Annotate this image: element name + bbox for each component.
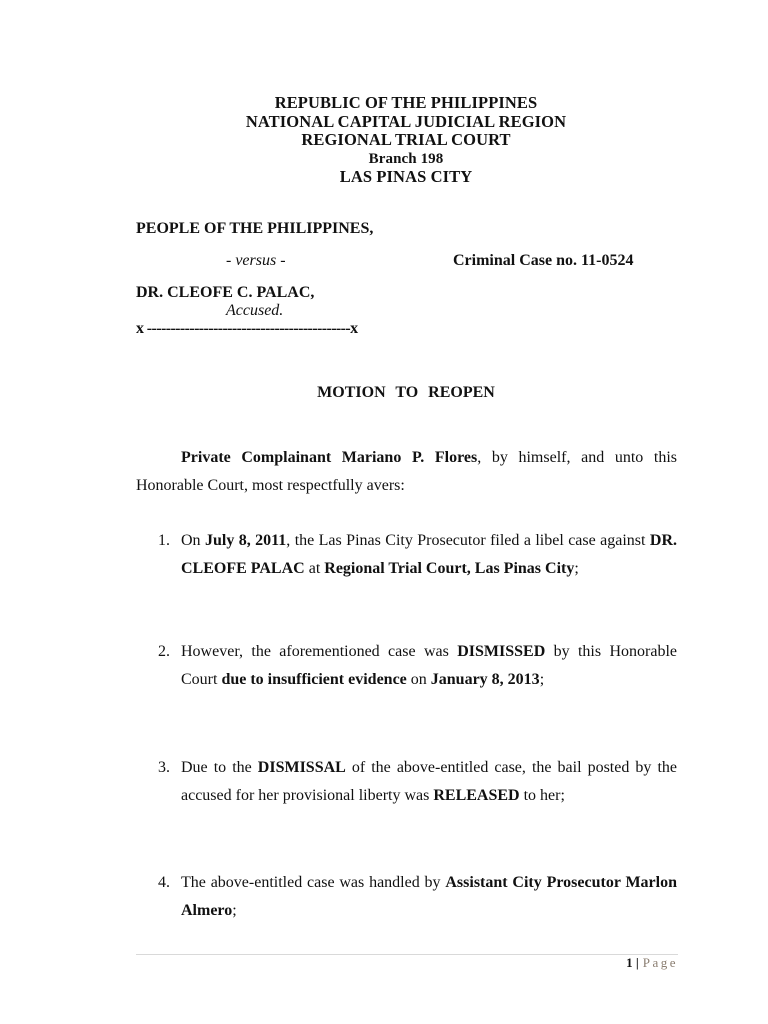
item-text: ; — [232, 901, 237, 919]
item-number: 1. — [158, 532, 170, 549]
header-branch: Branch 198 — [368, 150, 444, 167]
header-court: REGIONAL TRIAL COURT — [301, 130, 511, 149]
page-number: 1 — [626, 955, 633, 970]
item-text: to her; — [519, 786, 565, 804]
intro-text: , by himself, and unto this Honorable Court, most respectfully avers: — [136, 449, 678, 494]
list-item — [158, 527, 677, 582]
item-bold-text: DISMISSAL — [257, 759, 346, 776]
item-number: 2. — [158, 643, 170, 660]
court-header — [0, 94, 768, 187]
item-bold-text: due to insufficient evidence — [221, 670, 407, 688]
motion-title: MOTION TO REOPEN — [317, 384, 495, 401]
list-item — [158, 869, 677, 924]
item-text: The above-entitled case was handled by — [181, 874, 446, 891]
item-bold-text: DR. CLEOFE PALAC — [181, 532, 677, 577]
header-republic: REPUBLIC OF THE PHILIPPINES — [274, 93, 538, 112]
item-text: ; — [574, 559, 579, 577]
page-footer — [626, 955, 678, 971]
item-text: of the above-entitled case, the bail posted by the accused for her provisional liberty was — [181, 759, 677, 804]
item-text: by this Honorable Court — [181, 643, 678, 688]
versus-label: - versus - — [226, 252, 286, 269]
item-bold-text: Regional Trial Court, Las Pinas City — [324, 559, 575, 577]
item-text: at — [304, 559, 325, 577]
item-bold-text: Assistant City Prosecutor Marlon Almero — [181, 874, 677, 919]
item-number: 4. — [158, 874, 170, 891]
item-bold-text: DISMISSED — [457, 643, 546, 660]
page-word: Page — [642, 955, 678, 970]
footer-divider — [136, 954, 678, 955]
item-number: 3. — [158, 759, 170, 776]
case-number: Criminal Case no. 11-0524 — [453, 252, 634, 269]
caption-separator: x -------------------------------------------x — [136, 320, 358, 337]
list-item — [158, 754, 677, 809]
header-region: NATIONAL CAPITAL JUDICIAL REGION — [245, 111, 567, 131]
complainant-name: Private Complainant Mariano P. Flores — [181, 449, 478, 466]
item-text: However, the aforementioned case was — [181, 643, 458, 660]
item-text: , the Las Pinas City Prosecutor filed a libel case against — [286, 532, 650, 549]
item-text: ; — [539, 670, 545, 688]
item-text: On — [181, 532, 205, 549]
footer-separator: | — [635, 955, 639, 970]
intro-paragraph — [136, 444, 677, 499]
item-bold-text: July 8, 2011 — [204, 532, 287, 549]
item-text: on — [406, 670, 431, 688]
header-city: LAS PINAS CITY — [339, 167, 473, 186]
plaintiff-name: PEOPLE OF THE PHILIPPINES, — [136, 220, 374, 237]
item-text: Due to the — [181, 759, 258, 776]
list-item — [158, 638, 677, 693]
accused-name: DR. CLEOFE C. PALAC, — [136, 284, 315, 301]
accused-label: Accused. — [226, 302, 284, 319]
item-bold-text: January 8, 2013 — [430, 670, 540, 688]
item-bold-text: RELEASED — [433, 786, 520, 804]
